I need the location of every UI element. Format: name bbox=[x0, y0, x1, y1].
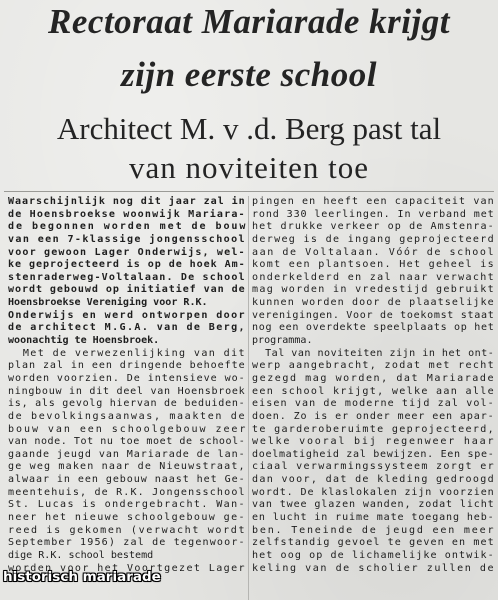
article-line: gaande jeugd van Mariarade de lan- bbox=[8, 448, 246, 460]
article-line: rond 330 leerlingen. In verband met bbox=[252, 208, 495, 220]
article-line: bouw van een schoolgebouw zeer bbox=[8, 423, 248, 435]
article-line: mag worden in vredestijd gebruikt bbox=[252, 284, 495, 296]
article-line: de begonnen worden met de bouw bbox=[8, 221, 248, 233]
article-line: Waarschijnlijk nog dit jaar zal in bbox=[8, 196, 246, 207]
article-right-column bbox=[252, 196, 494, 575]
article-line: derweg is de ingang geprojecteerd bbox=[252, 233, 495, 245]
article-line: Tal van noviteiten zijn in het ont- bbox=[252, 347, 495, 359]
article-line: Onderwijs en werd ontworpen door bbox=[8, 309, 246, 321]
article-line: aan de Voltalaan. Vóór de school bbox=[252, 246, 496, 258]
article-line: doen. Zo is er onder meer een apar- bbox=[252, 410, 495, 422]
article-line: pingen en heeft een capaciteit van bbox=[252, 196, 495, 207]
article-line: meentehuis, de R.K. Jongensschool bbox=[8, 486, 246, 498]
article-line: kunnen worden door de plaatselijke bbox=[252, 297, 495, 309]
article-line: ge weg maken naar de Nieuwstraat, bbox=[8, 461, 246, 473]
article-line: worden voorzien. De intensieve wo- bbox=[8, 372, 246, 384]
article-line: St. Lucas is ondergebracht. Wan- bbox=[8, 499, 246, 511]
article-line: welke vooral bij regenweer haar bbox=[252, 436, 496, 448]
article-line: wordt gebouwd op initiatief van de bbox=[8, 284, 246, 296]
article-line: ben. Teneinde de jeugd een meer bbox=[252, 524, 496, 536]
article-line: onderkelderd en zal naar verwacht bbox=[252, 271, 495, 283]
article-left-column bbox=[8, 196, 248, 575]
article-line: is, als gevolg hiervan de beduiden- bbox=[8, 398, 246, 410]
subheadline-line-2: van noviteiten toe bbox=[128, 150, 370, 185]
article-line: dige R.K. school bestemd bbox=[8, 549, 154, 561]
article-line: van twee glazen wanden, zodat licht bbox=[252, 499, 495, 511]
article-line: dan voor, dat de kleding gedroogd bbox=[252, 474, 495, 486]
article-line: September 1956) zal de tegenwoor- bbox=[8, 537, 246, 549]
headline-line-1: Rectoraat Mariarade krijgt bbox=[48, 2, 450, 41]
article-line: werp aangebracht, zodat met recht bbox=[252, 360, 495, 372]
article-line: Met de verwezenlijking van dit bbox=[8, 347, 246, 359]
article-line: een school krijgt, welke aan alle bbox=[252, 385, 495, 397]
article-line: de bevolkingsaanwas, maakten de bbox=[8, 410, 247, 422]
article-line: zelfstandig gevoel te geven en met bbox=[252, 537, 495, 549]
article-line: de Hoensbroekse woonwijk Mariara- bbox=[8, 208, 246, 220]
article-line: van een 7-klassige jongensschool bbox=[8, 233, 246, 245]
article-line: het oog op de lichamelijke ontwik- bbox=[252, 549, 495, 561]
article-line: doelmatigheid zal bewijzen. Een spe- bbox=[252, 448, 495, 460]
article-line: verenigingen. Voor de toekomst staat bbox=[252, 309, 495, 321]
article-line: komt een plantsoen. Het geheel is bbox=[252, 259, 495, 271]
article-line: het drukke verkeer op de Amstenra- bbox=[252, 221, 495, 233]
article-line: ningbouw in dit deel van Hoensbroek bbox=[8, 385, 246, 397]
header-rule bbox=[4, 191, 494, 192]
column-divider bbox=[248, 196, 249, 600]
article-line: wordt. De klaslokalen zijn voorzien bbox=[252, 486, 495, 498]
article-line: stenraderweg-Voltalaan. De school bbox=[8, 271, 246, 283]
article-line: keling van de scholier zullen de bbox=[252, 562, 496, 574]
article-line: de architect M.G.A. van de Berg, bbox=[8, 322, 246, 334]
article-line: neer het nieuwe schoolgebouw ge- bbox=[8, 512, 246, 524]
article-line: programma. bbox=[252, 335, 313, 347]
article-line: woonachtig te Hoensbroek. bbox=[8, 335, 160, 347]
article-line: voor gewoon Lager Onderwijs, wel- bbox=[8, 246, 246, 258]
article-line: ciaal verwarmingssysteem zorgt er bbox=[252, 461, 495, 473]
article-line: nog een overdekte speelplaats op het bbox=[252, 322, 495, 334]
watermark: historisch mariarade bbox=[3, 569, 161, 585]
article-line: plan zal in een dringende behoefte bbox=[8, 360, 246, 372]
article-line: gezegd mag worden, dat Mariarade bbox=[252, 372, 496, 384]
article-line: alwaar in een gebouw naast het Ge- bbox=[8, 474, 246, 486]
article-line: worden voor het Voortgezet Lager bbox=[8, 562, 246, 574]
article-line: Hoensbroekse Vereniging voor R.K. bbox=[8, 297, 208, 309]
article-line: te garderoberuimte geprojecteerd, bbox=[252, 423, 495, 435]
article-line: ke geprojecteerd is op de hoek Am- bbox=[8, 259, 246, 271]
article-line: van node. Tot nu toe moet de school- bbox=[8, 436, 246, 448]
subheadline-line-1: Architect M. v .d. Berg past tal bbox=[56, 111, 442, 146]
article-line: reed is gekomen (verwacht wordt bbox=[8, 524, 247, 536]
headline-line-2: zijn eerste school bbox=[121, 55, 377, 94]
article-line: en lucht in ruime mate toegang heb- bbox=[252, 512, 495, 524]
article-line: eisen van de moderne tijd zal vol- bbox=[252, 398, 495, 410]
